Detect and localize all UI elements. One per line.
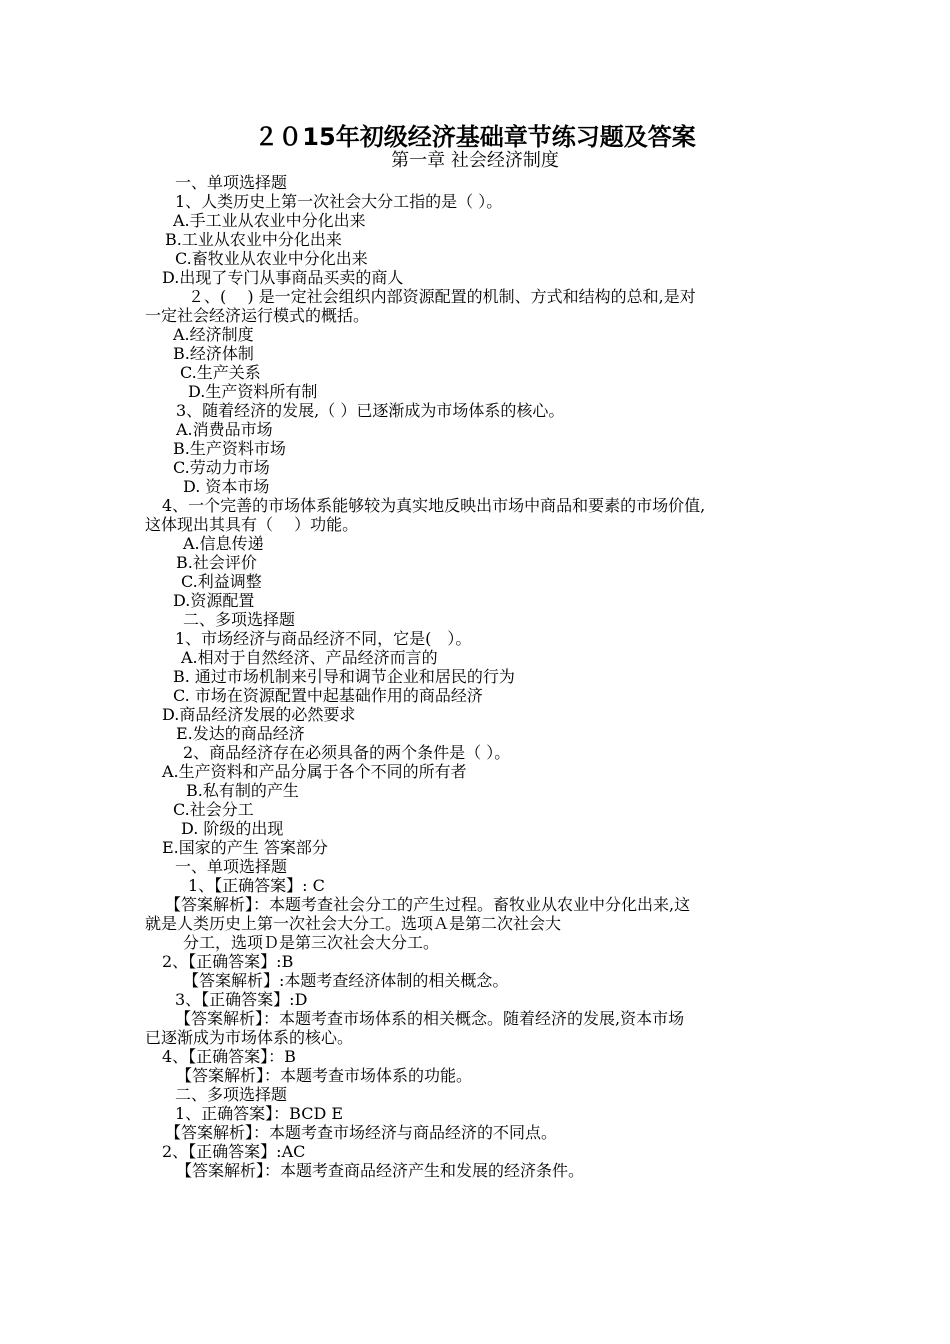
option-a: A.消费品市场	[176, 420, 273, 439]
question-stem-cont: 一定社会经济运行模式的概括。	[145, 306, 370, 325]
option-c: C.生产关系	[180, 363, 261, 382]
question-stem: 3、随着经济的发展,（ ）已逐渐成为市场体系的核心。	[176, 401, 565, 420]
option-b: B.生产资料市场	[173, 439, 286, 458]
option-e: E.国家的产生 答案部分	[162, 838, 328, 857]
question-stem-cont: 这体现出其具有（ ）功能。	[145, 515, 359, 534]
section-header-single: 一、单项选择题	[175, 173, 288, 192]
option-b: B. 通过市场机制来引导和调节企业和居民的行为	[173, 667, 515, 686]
correct-answer: 2、【正确答案】:B	[162, 952, 294, 971]
option-b: B.社会评价	[176, 553, 257, 572]
option-d: D.商品经济发展的必然要求	[162, 705, 356, 724]
document-title: ２０15年初级经济基础章节练习题及答案	[254, 123, 696, 151]
correct-answer: 1、【正确答案】: C	[188, 876, 325, 895]
option-d: D.出现了专门从事商品买卖的商人	[162, 268, 404, 287]
option-a: A.经济制度	[173, 325, 254, 344]
option-b: B.经济体制	[173, 344, 254, 363]
answer-explanation: 【答案解析】：本题考查市场经济与商品经济的不同点。	[165, 1123, 558, 1142]
option-d: D. 阶级的出现	[181, 819, 284, 838]
answer-explanation-cont: 分工，选项Ｄ是第三次社会大分工。	[183, 933, 440, 952]
answer-explanation: 【答案解析】：本题考查市场体系的功能。	[176, 1066, 473, 1085]
answer-explanation-cont: 已逐渐成为市场体系的核心。	[145, 1028, 354, 1047]
answer-section-header-multi: 二、多项选择题	[175, 1085, 288, 1104]
option-b: B.私有制的产生	[186, 781, 299, 800]
option-c: C.社会分工	[173, 800, 254, 819]
option-a: A.信息传递	[183, 534, 264, 553]
correct-answer: 4、【正确答案】：B	[162, 1047, 296, 1066]
answer-explanation: 【答案解析】：本题考查商品经济产生和发展的经济条件。	[176, 1161, 585, 1180]
option-d: D.资源配置	[173, 591, 255, 610]
chapter-heading: 第一章 社会经济制度	[391, 150, 559, 171]
correct-answer: 1、正确答案】：BCD E	[175, 1104, 344, 1123]
question-stem: ２、( ) 是一定社会组织内部资源配置的机制、方式和结构的总和,是对	[188, 287, 696, 306]
option-c: C.畜牧业从农业中分化出来	[175, 249, 368, 268]
option-d: D. 资本市场	[183, 477, 270, 496]
correct-answer: 2、【正确答案】:AC	[162, 1142, 306, 1161]
option-c: C. 市场在资源配置中起基础作用的商品经济	[173, 686, 483, 705]
correct-answer: 3、【正确答案】:D	[175, 990, 308, 1009]
option-b: B.工业从农业中分化出来	[165, 230, 342, 249]
answer-explanation: 【答案解析】:本题考查经济体制的相关概念。	[183, 971, 509, 990]
answer-section-header-single: 一、单项选择题	[175, 857, 288, 876]
answer-explanation: 【答案解析】：本题考查市场体系的相关概念。随着经济的发展,资本市场	[175, 1009, 685, 1028]
option-a: A.生产资料和产品分属于各个不同的所有者	[162, 762, 467, 781]
answer-explanation-cont: 就是人类历史上第一次社会大分工。选项Ａ是第二次社会大	[145, 914, 562, 933]
option-c: C.劳动力市场	[173, 458, 270, 477]
question-stem: 1、人类历史上第一次社会大分工指的是（ ）。	[175, 192, 503, 211]
question-stem: 2、商品经济存在必须具备的两个条件是（ ）。	[183, 743, 511, 762]
option-d: D.生产资料所有制	[188, 382, 318, 401]
option-e: E.发达的商品经济	[176, 724, 305, 743]
option-a: A.相对于自然经济、产品经济而言的	[181, 648, 438, 667]
question-stem: 1、市场经济与商品经济不同，它是( ）。	[175, 629, 472, 648]
section-header-multi: 二、多项选择题	[183, 610, 296, 629]
question-stem: 4、一个完善的市场体系能够较为真实地反映出市场中商品和要素的市场价值,	[162, 496, 706, 515]
option-a: A.手工业从农业中分化出来	[173, 211, 366, 230]
option-c: C.利益调整	[181, 572, 262, 591]
answer-explanation: 【答案解析】：本题考查社会分工的产生过程。畜牧业从农业中分化出来,这	[165, 895, 691, 914]
